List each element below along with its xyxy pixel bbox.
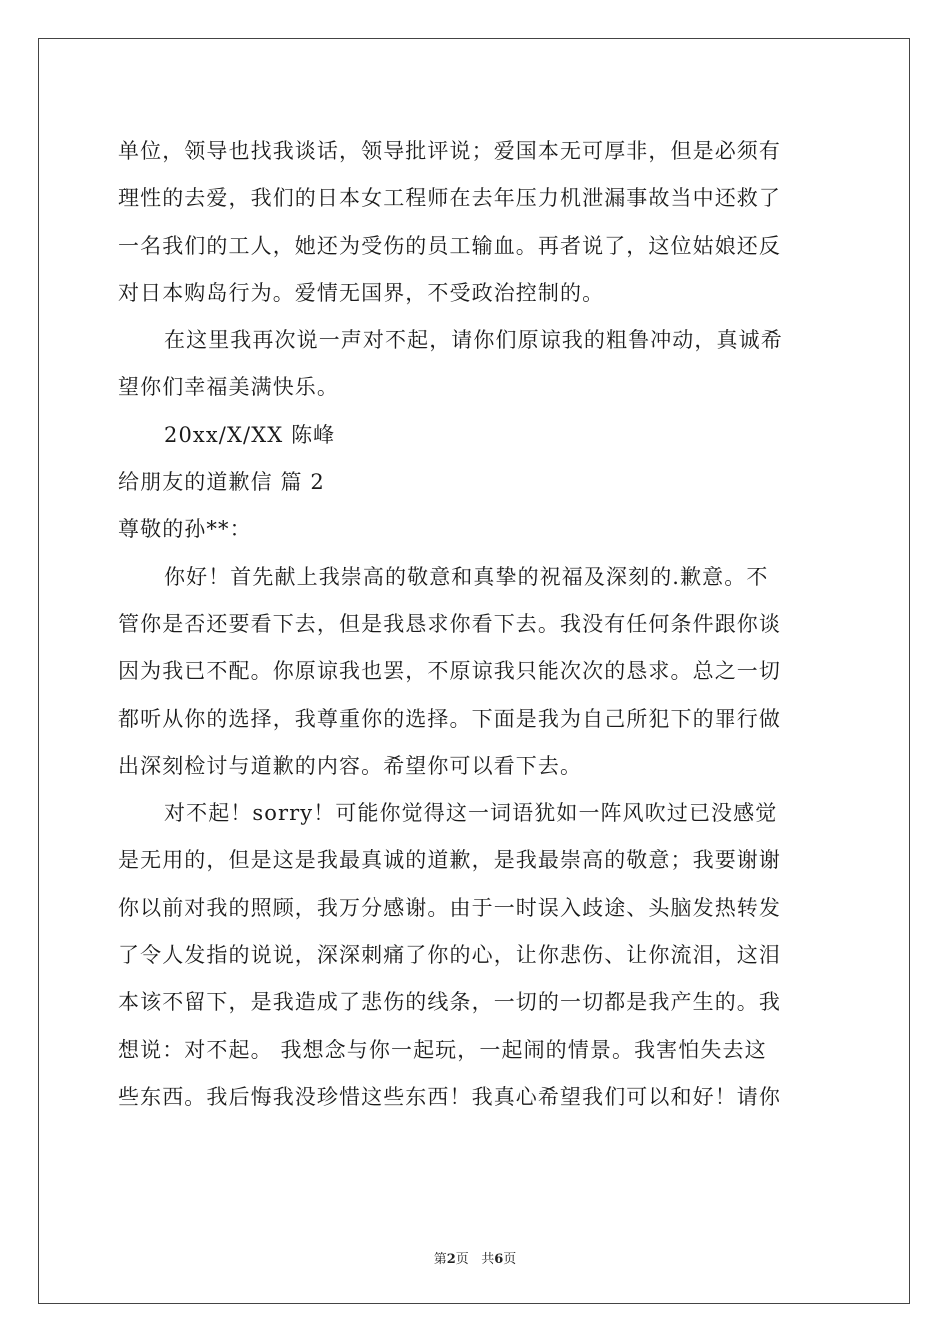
- text-line: 些东西。我后悔我没珍惜这些东西！我真心希望我们可以和好！请你: [118, 1084, 781, 1109]
- text-line: 你以前对我的照顾，我万分感谢。由于一时误入歧途、头脑发热转发: [118, 895, 781, 920]
- footer-page-suffix: 页: [455, 1252, 469, 1267]
- text-line: 20xx/X/XX 陈峰: [164, 422, 336, 447]
- text-line: 管你是否还要看下去，但是我恳求你看下去。我没有任何条件跟你谈: [118, 611, 781, 636]
- text-line: 给朋友的道歉信 篇 2: [118, 470, 325, 495]
- text-line: 都听从你的选择，我尊重你的选择。下面是我为自己所犯下的罪行做: [118, 706, 781, 731]
- text-line: 本该不留下，是我造成了悲伤的线条，一切的一切都是我产生的。我: [118, 990, 781, 1015]
- text-line: 因为我已不配。你原谅我也罢，不原谅我只能次次的恳求。总之一切: [118, 659, 781, 684]
- text-line: 想说：对不起。 我想念与你一起玩，一起闹的情景。我害怕失去这: [118, 1037, 767, 1062]
- footer-page-number: 2: [446, 1252, 456, 1267]
- text-line: 理性的去爱，我们的日本女工程师在去年压力机泄漏事故当中还救了: [118, 186, 781, 211]
- footer-total-suffix: 页: [503, 1252, 517, 1267]
- footer-total-pages: 6: [494, 1252, 504, 1267]
- text-line: 对日本购岛行为。爱情无国界，不受政治控制的。: [118, 280, 605, 305]
- footer-page-prefix: 第: [433, 1252, 447, 1267]
- document-body: [118, 128, 834, 1121]
- footer-total-prefix: 共: [481, 1252, 495, 1267]
- text-line: 单位，领导也找我谈话，领导批评说；爱国本无可厚非，但是必须有: [118, 139, 781, 163]
- text-line: 出深刻检讨与道歉的内容。希望你可以看下去。: [118, 753, 583, 778]
- text-line: 是无用的，但是这是我最真诚的道歉，是我最崇高的敬意；我要谢谢: [118, 848, 781, 873]
- page-footer: [0, 1248, 950, 1267]
- text-line: 望你们幸福美满快乐。: [118, 375, 339, 400]
- text-line: 了令人发指的说说，深深刺痛了你的心，让你悲伤、让你流泪，这泪: [118, 943, 781, 968]
- text-line: 尊敬的孙**：: [118, 517, 252, 542]
- text-line: 你好！首先献上我崇高的敬意和真挚的祝福及深刻的.歉意。不: [164, 564, 769, 589]
- text-line: 对不起！sorry！可能你觉得这一词语犹如一阵风吹过已没感觉: [164, 801, 778, 826]
- text-line: 在这里我再次说一声对不起，请你们原谅我的粗鲁冲动，真诚希: [164, 328, 783, 353]
- text-line: 一名我们的工人，她还为受伤的员工输血。再者说了，这位姑娘还反: [118, 233, 781, 258]
